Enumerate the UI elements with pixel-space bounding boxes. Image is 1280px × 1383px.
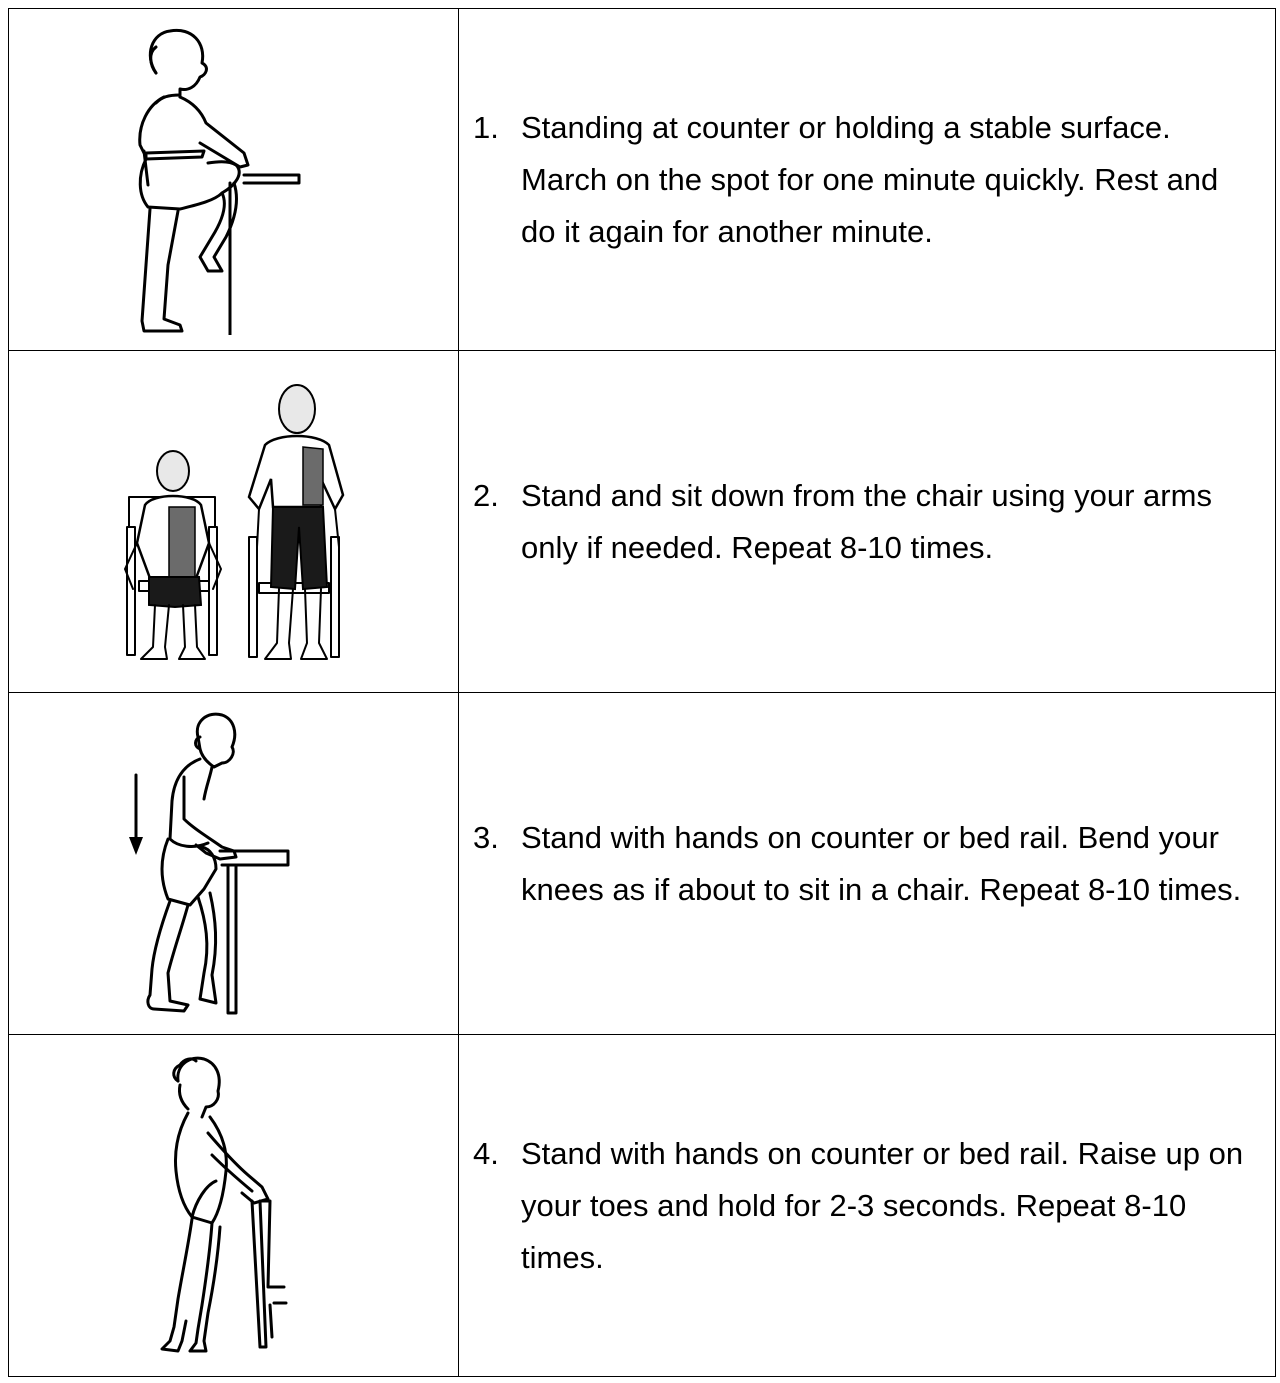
- instruction-number: 4.: [473, 1135, 499, 1171]
- exercise-row-1: [9, 9, 1276, 351]
- instruction-item-1: [459, 102, 1275, 258]
- instruction-text: Stand with hands on counter or bed rail. Bend your knees as if about to sit in a chair. Repeat 8-10 times.: [521, 819, 1242, 907]
- instruction-number: 1.: [473, 109, 499, 145]
- instruction-item-4: [459, 1128, 1275, 1284]
- instruction-number: 3.: [473, 819, 499, 855]
- illustration-cell: [9, 1035, 459, 1377]
- instruction-cell: [459, 693, 1276, 1035]
- illustration-cell: [9, 693, 459, 1035]
- illustration-cell: [9, 9, 459, 351]
- instruction-text: Standing at counter or holding a stable surface. March on the spot for one minute quickly. Rest and do it again for another minute.: [521, 109, 1219, 249]
- instruction-cell: [459, 351, 1276, 693]
- exercise-row-4: [9, 1035, 1276, 1377]
- illustration-cell: [9, 351, 459, 693]
- instruction-cell: [459, 1035, 1276, 1377]
- sit-to-stand-chair-icon: [109, 367, 359, 677]
- marching-figure-at-counter-icon: [104, 25, 364, 335]
- instruction-text: Stand with hands on counter or bed rail. Raise up on your toes and hold for 2-3 seconds. Repeat 8-10 times.: [521, 1135, 1244, 1275]
- exercise-row-3: [9, 693, 1276, 1035]
- instruction-item-2: [459, 470, 1275, 574]
- heel-raise-at-chair-icon: [134, 1051, 334, 1361]
- mini-squat-at-counter-icon: [124, 709, 344, 1019]
- instruction-text: Stand and sit down from the chair using your arms only if needed. Repeat 8-10 times.: [521, 477, 1212, 565]
- exercise-row-2: [9, 351, 1276, 693]
- instruction-cell: [459, 9, 1276, 351]
- instruction-item-3: [459, 812, 1275, 916]
- instruction-number: 2.: [473, 477, 499, 513]
- exercise-table: [8, 8, 1276, 1377]
